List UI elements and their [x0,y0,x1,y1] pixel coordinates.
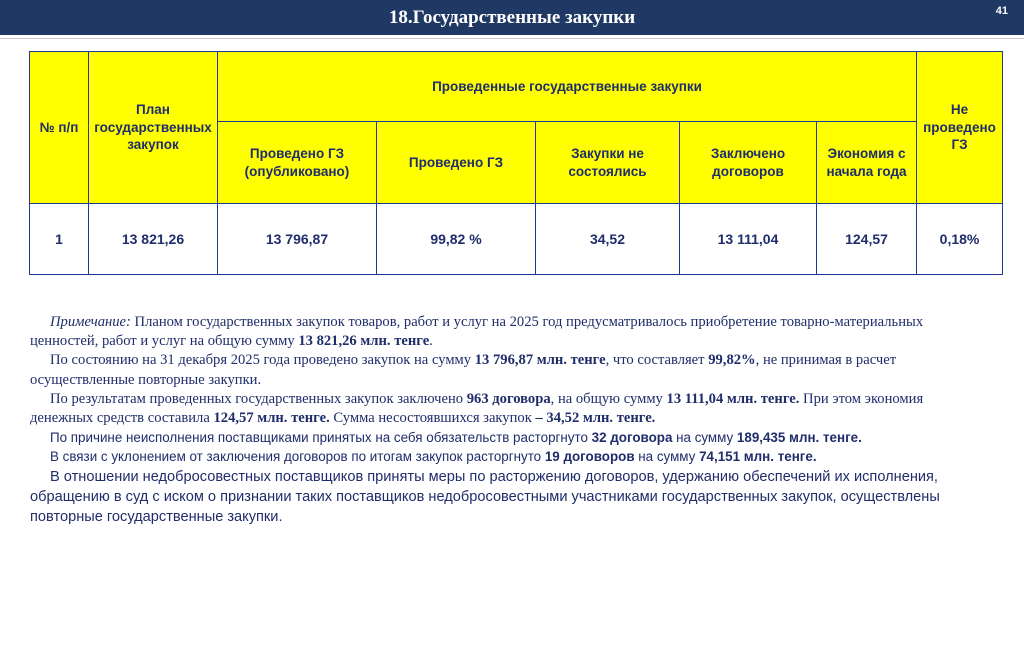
note-value: 189,435 млн. тенге. [736,430,862,446]
note-text: . [429,333,433,350]
header-divider [0,35,1024,39]
header-conducted-published: Проведено ГЗ (опубликовано) [218,122,377,204]
header-not-conducted: Не проведено ГЗ [917,52,1003,204]
cell-failed: 34,52 [536,204,680,275]
header-contracts: Заключено договоров [680,122,817,204]
note-value: 13 821,26 млн. тенге [298,333,430,350]
note-text: При этом экономия денежных средств составила [30,390,924,427]
note-value: 99,82% [708,352,756,369]
note-text: По причине неисполнения поставщиками принятых на себя обязательств расторгнуто [50,430,592,446]
cell-conducted: 99,82 % [377,204,536,275]
note-text: , на общую сумму [550,390,667,407]
note-value: 32 договора [591,430,673,446]
note-value: – 34,52 млн. тенге. [535,410,656,427]
note-text: По состоянию на 31 декабря 2025 года проведено закупок на сумму [50,352,475,369]
cell-conducted-published: 13 796,87 [218,204,377,275]
note-paragraph [30,428,982,447]
cell-num: 1 [30,204,89,275]
header-savings: Экономия с начала года [817,122,917,204]
note-paragraph [30,390,982,428]
note-text: Сумма несостоявшихся закупок [329,410,536,427]
note-value: 13 796,87 млн. тенге [474,352,606,369]
cell-not-conducted: 0,18% [917,204,1003,275]
cell-plan: 13 821,26 [89,204,218,275]
note-value: 74,151 млн. тенге. [699,449,817,465]
note-value: 19 договоров [544,449,635,465]
note-value: 13 111,04 млн. тенге. [666,390,800,407]
note-value: 124,57 млн. тенге. [213,410,330,427]
procurement-table [29,51,1003,275]
note-text: на сумму [634,449,700,465]
table-row [30,204,1003,275]
header-failed: Закупки не состоялись [536,122,680,204]
note-text: на сумму [672,430,737,446]
note-text: , что составляет [605,352,709,369]
header-num: № п/п [30,52,89,204]
note-paragraph [30,313,982,351]
page-number: 41 [995,5,1008,17]
note-paragraph: В отношении недобросовестных поставщиков приняты меры по расторжению договоров, удержанию обеспечений их исполнения, обращению в суд с иском о признании таких поставщиков недобросовестными участниками государственных закупок, осуществлены повторные государственные закупки. [30,468,940,525]
note-text: По результатам проведенных государственных закупок заключено [50,390,467,407]
header-group-conducted: Проведенные государственные закупки [218,52,917,122]
note-text: В связи с уклонением от заключения договоров по итогам закупок расторгнуто [50,449,545,465]
cell-savings: 124,57 [817,204,917,275]
notes-block [30,313,982,527]
note-paragraph [30,447,982,466]
page-title: 18.Государственные закупки [388,7,636,28]
header-conducted: Проведено ГЗ [377,122,536,204]
cell-contracts: 13 111,04 [680,204,817,275]
note-text: Планом государственных закупок товаров, работ и услуг на 2025 год предусматривалось приобретение товарно-материальных ценностей, работ и услуг на общую сумму [30,314,924,350]
note-paragraph [30,351,982,389]
header-plan: План государственных закупок [89,52,218,204]
note-label: Примечание: [50,314,131,330]
table-header-row [30,52,1003,122]
note-text: , не принимая в расчет осуществленные повторные закупки. [30,352,897,388]
note-value: 963 договора [466,390,551,407]
